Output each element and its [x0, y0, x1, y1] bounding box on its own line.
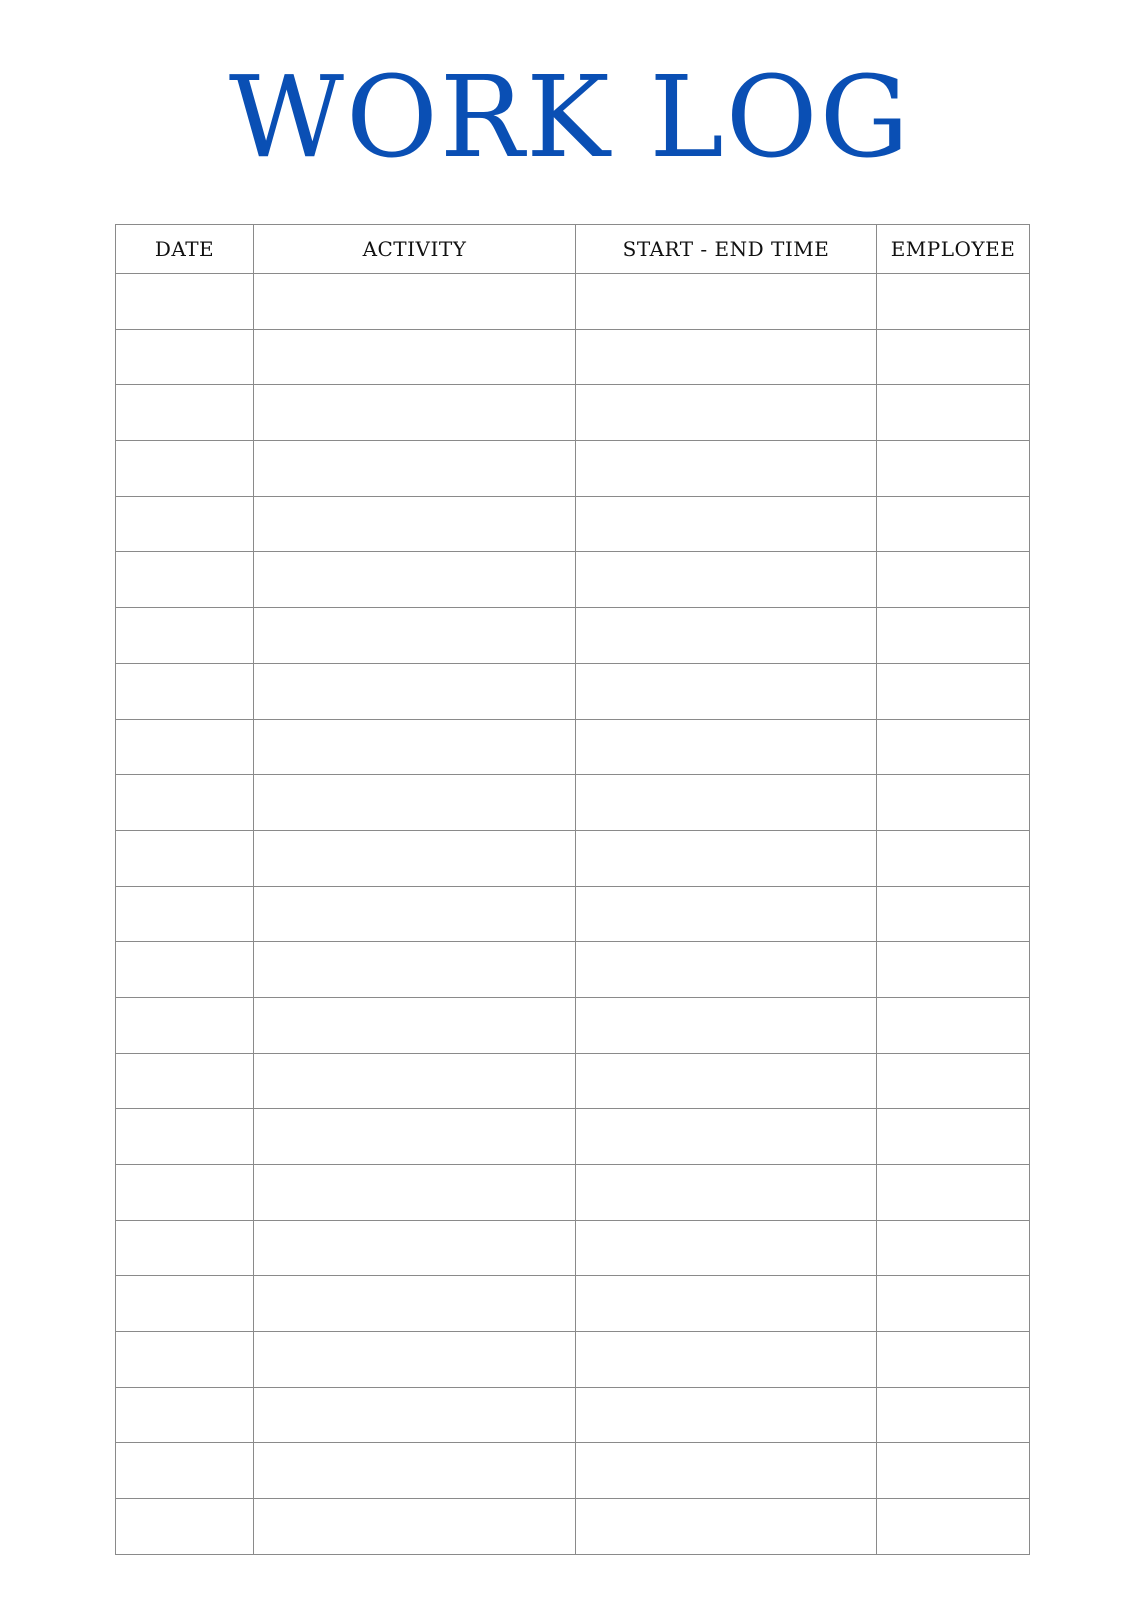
- date-cell[interactable]: [116, 1109, 254, 1165]
- date-cell[interactable]: [116, 385, 254, 441]
- employee-cell[interactable]: [877, 608, 1030, 664]
- employee-cell[interactable]: [877, 1499, 1030, 1555]
- date-cell[interactable]: [116, 1332, 254, 1388]
- activity-cell[interactable]: [254, 830, 576, 886]
- start-end-time-cell[interactable]: [576, 608, 877, 664]
- employee-cell[interactable]: [877, 1165, 1030, 1221]
- activity-cell[interactable]: [254, 1165, 576, 1221]
- employee-cell[interactable]: [877, 1053, 1030, 1109]
- table-row: [116, 1276, 1030, 1332]
- employee-cell[interactable]: [877, 1276, 1030, 1332]
- table-row: [116, 663, 1030, 719]
- activity-cell[interactable]: [254, 1220, 576, 1276]
- date-cell[interactable]: [116, 775, 254, 831]
- employee-cell[interactable]: [877, 1443, 1030, 1499]
- employee-cell[interactable]: [877, 385, 1030, 441]
- activity-cell[interactable]: [254, 385, 576, 441]
- employee-cell[interactable]: [877, 942, 1030, 998]
- table-row: [116, 1332, 1030, 1388]
- start-end-time-cell[interactable]: [576, 1165, 877, 1221]
- date-cell[interactable]: [116, 830, 254, 886]
- start-end-time-cell[interactable]: [576, 663, 877, 719]
- date-cell[interactable]: [116, 942, 254, 998]
- employee-cell[interactable]: [877, 1109, 1030, 1165]
- activity-cell[interactable]: [254, 1332, 576, 1388]
- start-end-time-cell[interactable]: [576, 1443, 877, 1499]
- start-end-time-cell[interactable]: [576, 1387, 877, 1443]
- date-cell[interactable]: [116, 719, 254, 775]
- start-end-time-cell[interactable]: [576, 552, 877, 608]
- table-row: [116, 608, 1030, 664]
- start-end-time-cell[interactable]: [576, 1276, 877, 1332]
- activity-cell[interactable]: [254, 775, 576, 831]
- employee-cell[interactable]: [877, 663, 1030, 719]
- employee-cell[interactable]: [877, 329, 1030, 385]
- date-cell[interactable]: [116, 496, 254, 552]
- column-header-employee: EMPLOYEE: [877, 225, 1030, 274]
- activity-cell[interactable]: [254, 719, 576, 775]
- work-log-table: [115, 224, 1030, 1555]
- start-end-time-cell[interactable]: [576, 886, 877, 942]
- activity-cell[interactable]: [254, 608, 576, 664]
- activity-cell[interactable]: [254, 1276, 576, 1332]
- activity-cell[interactable]: [254, 1443, 576, 1499]
- table-row: [116, 942, 1030, 998]
- table-row: [116, 496, 1030, 552]
- date-cell[interactable]: [116, 886, 254, 942]
- start-end-time-cell[interactable]: [576, 1053, 877, 1109]
- table-row: [116, 1499, 1030, 1555]
- header-row: [116, 225, 1030, 274]
- date-cell[interactable]: [116, 1053, 254, 1109]
- activity-cell[interactable]: [254, 942, 576, 998]
- start-end-time-cell[interactable]: [576, 1220, 877, 1276]
- activity-cell[interactable]: [254, 1053, 576, 1109]
- employee-cell[interactable]: [877, 775, 1030, 831]
- table-row: [116, 1387, 1030, 1443]
- start-end-time-cell[interactable]: [576, 274, 877, 330]
- table-row: [116, 719, 1030, 775]
- table-row: [116, 1165, 1030, 1221]
- activity-cell[interactable]: [254, 441, 576, 497]
- activity-cell[interactable]: [254, 663, 576, 719]
- date-cell[interactable]: [116, 608, 254, 664]
- date-cell[interactable]: [116, 663, 254, 719]
- page-title: WORK LOG: [228, 53, 912, 183]
- column-header-date: DATE: [116, 225, 254, 274]
- date-cell[interactable]: [116, 1220, 254, 1276]
- start-end-time-cell[interactable]: [576, 329, 877, 385]
- table-row: [116, 552, 1030, 608]
- activity-cell[interactable]: [254, 1499, 576, 1555]
- date-cell[interactable]: [116, 997, 254, 1053]
- employee-cell[interactable]: [877, 719, 1030, 775]
- start-end-time-cell[interactable]: [576, 719, 877, 775]
- employee-cell[interactable]: [877, 274, 1030, 330]
- start-end-time-cell[interactable]: [576, 441, 877, 497]
- column-header-start-end-time: START - END TIME: [576, 225, 877, 274]
- date-cell[interactable]: [116, 1443, 254, 1499]
- date-cell[interactable]: [116, 329, 254, 385]
- activity-cell[interactable]: [254, 997, 576, 1053]
- table-body: [116, 274, 1030, 1555]
- start-end-time-cell[interactable]: [576, 1332, 877, 1388]
- activity-cell[interactable]: [254, 329, 576, 385]
- column-header-activity: ACTIVITY: [254, 225, 576, 274]
- employee-cell[interactable]: [877, 441, 1030, 497]
- employee-cell[interactable]: [877, 997, 1030, 1053]
- activity-cell[interactable]: [254, 274, 576, 330]
- date-cell[interactable]: [116, 274, 254, 330]
- date-cell[interactable]: [116, 1387, 254, 1443]
- activity-cell[interactable]: [254, 496, 576, 552]
- start-end-time-cell[interactable]: [576, 385, 877, 441]
- table-row: [116, 775, 1030, 831]
- employee-cell[interactable]: [877, 830, 1030, 886]
- activity-cell[interactable]: [254, 886, 576, 942]
- start-end-time-cell[interactable]: [576, 496, 877, 552]
- date-cell[interactable]: [116, 1499, 254, 1555]
- table-row: [116, 1109, 1030, 1165]
- employee-cell[interactable]: [877, 552, 1030, 608]
- employee-cell[interactable]: [877, 1332, 1030, 1388]
- start-end-time-cell[interactable]: [576, 1499, 877, 1555]
- table-row: [116, 830, 1030, 886]
- date-cell[interactable]: [116, 1165, 254, 1221]
- employee-cell[interactable]: [877, 1387, 1030, 1443]
- date-cell[interactable]: [116, 552, 254, 608]
- table-row: [116, 1443, 1030, 1499]
- date-cell[interactable]: [116, 441, 254, 497]
- employee-cell[interactable]: [877, 1220, 1030, 1276]
- start-end-time-cell[interactable]: [576, 830, 877, 886]
- table-row: [116, 1220, 1030, 1276]
- table-row: [116, 329, 1030, 385]
- employee-cell[interactable]: [877, 886, 1030, 942]
- date-cell[interactable]: [116, 1276, 254, 1332]
- table-row: [116, 997, 1030, 1053]
- activity-cell[interactable]: [254, 1109, 576, 1165]
- table-row: [116, 274, 1030, 330]
- table-row: [116, 385, 1030, 441]
- employee-cell[interactable]: [877, 496, 1030, 552]
- table-row: [116, 886, 1030, 942]
- start-end-time-cell[interactable]: [576, 775, 877, 831]
- activity-cell[interactable]: [254, 1387, 576, 1443]
- start-end-time-cell[interactable]: [576, 1109, 877, 1165]
- table-row: [116, 441, 1030, 497]
- activity-cell[interactable]: [254, 552, 576, 608]
- table-row: [116, 1053, 1030, 1109]
- start-end-time-cell[interactable]: [576, 997, 877, 1053]
- start-end-time-cell[interactable]: [576, 942, 877, 998]
